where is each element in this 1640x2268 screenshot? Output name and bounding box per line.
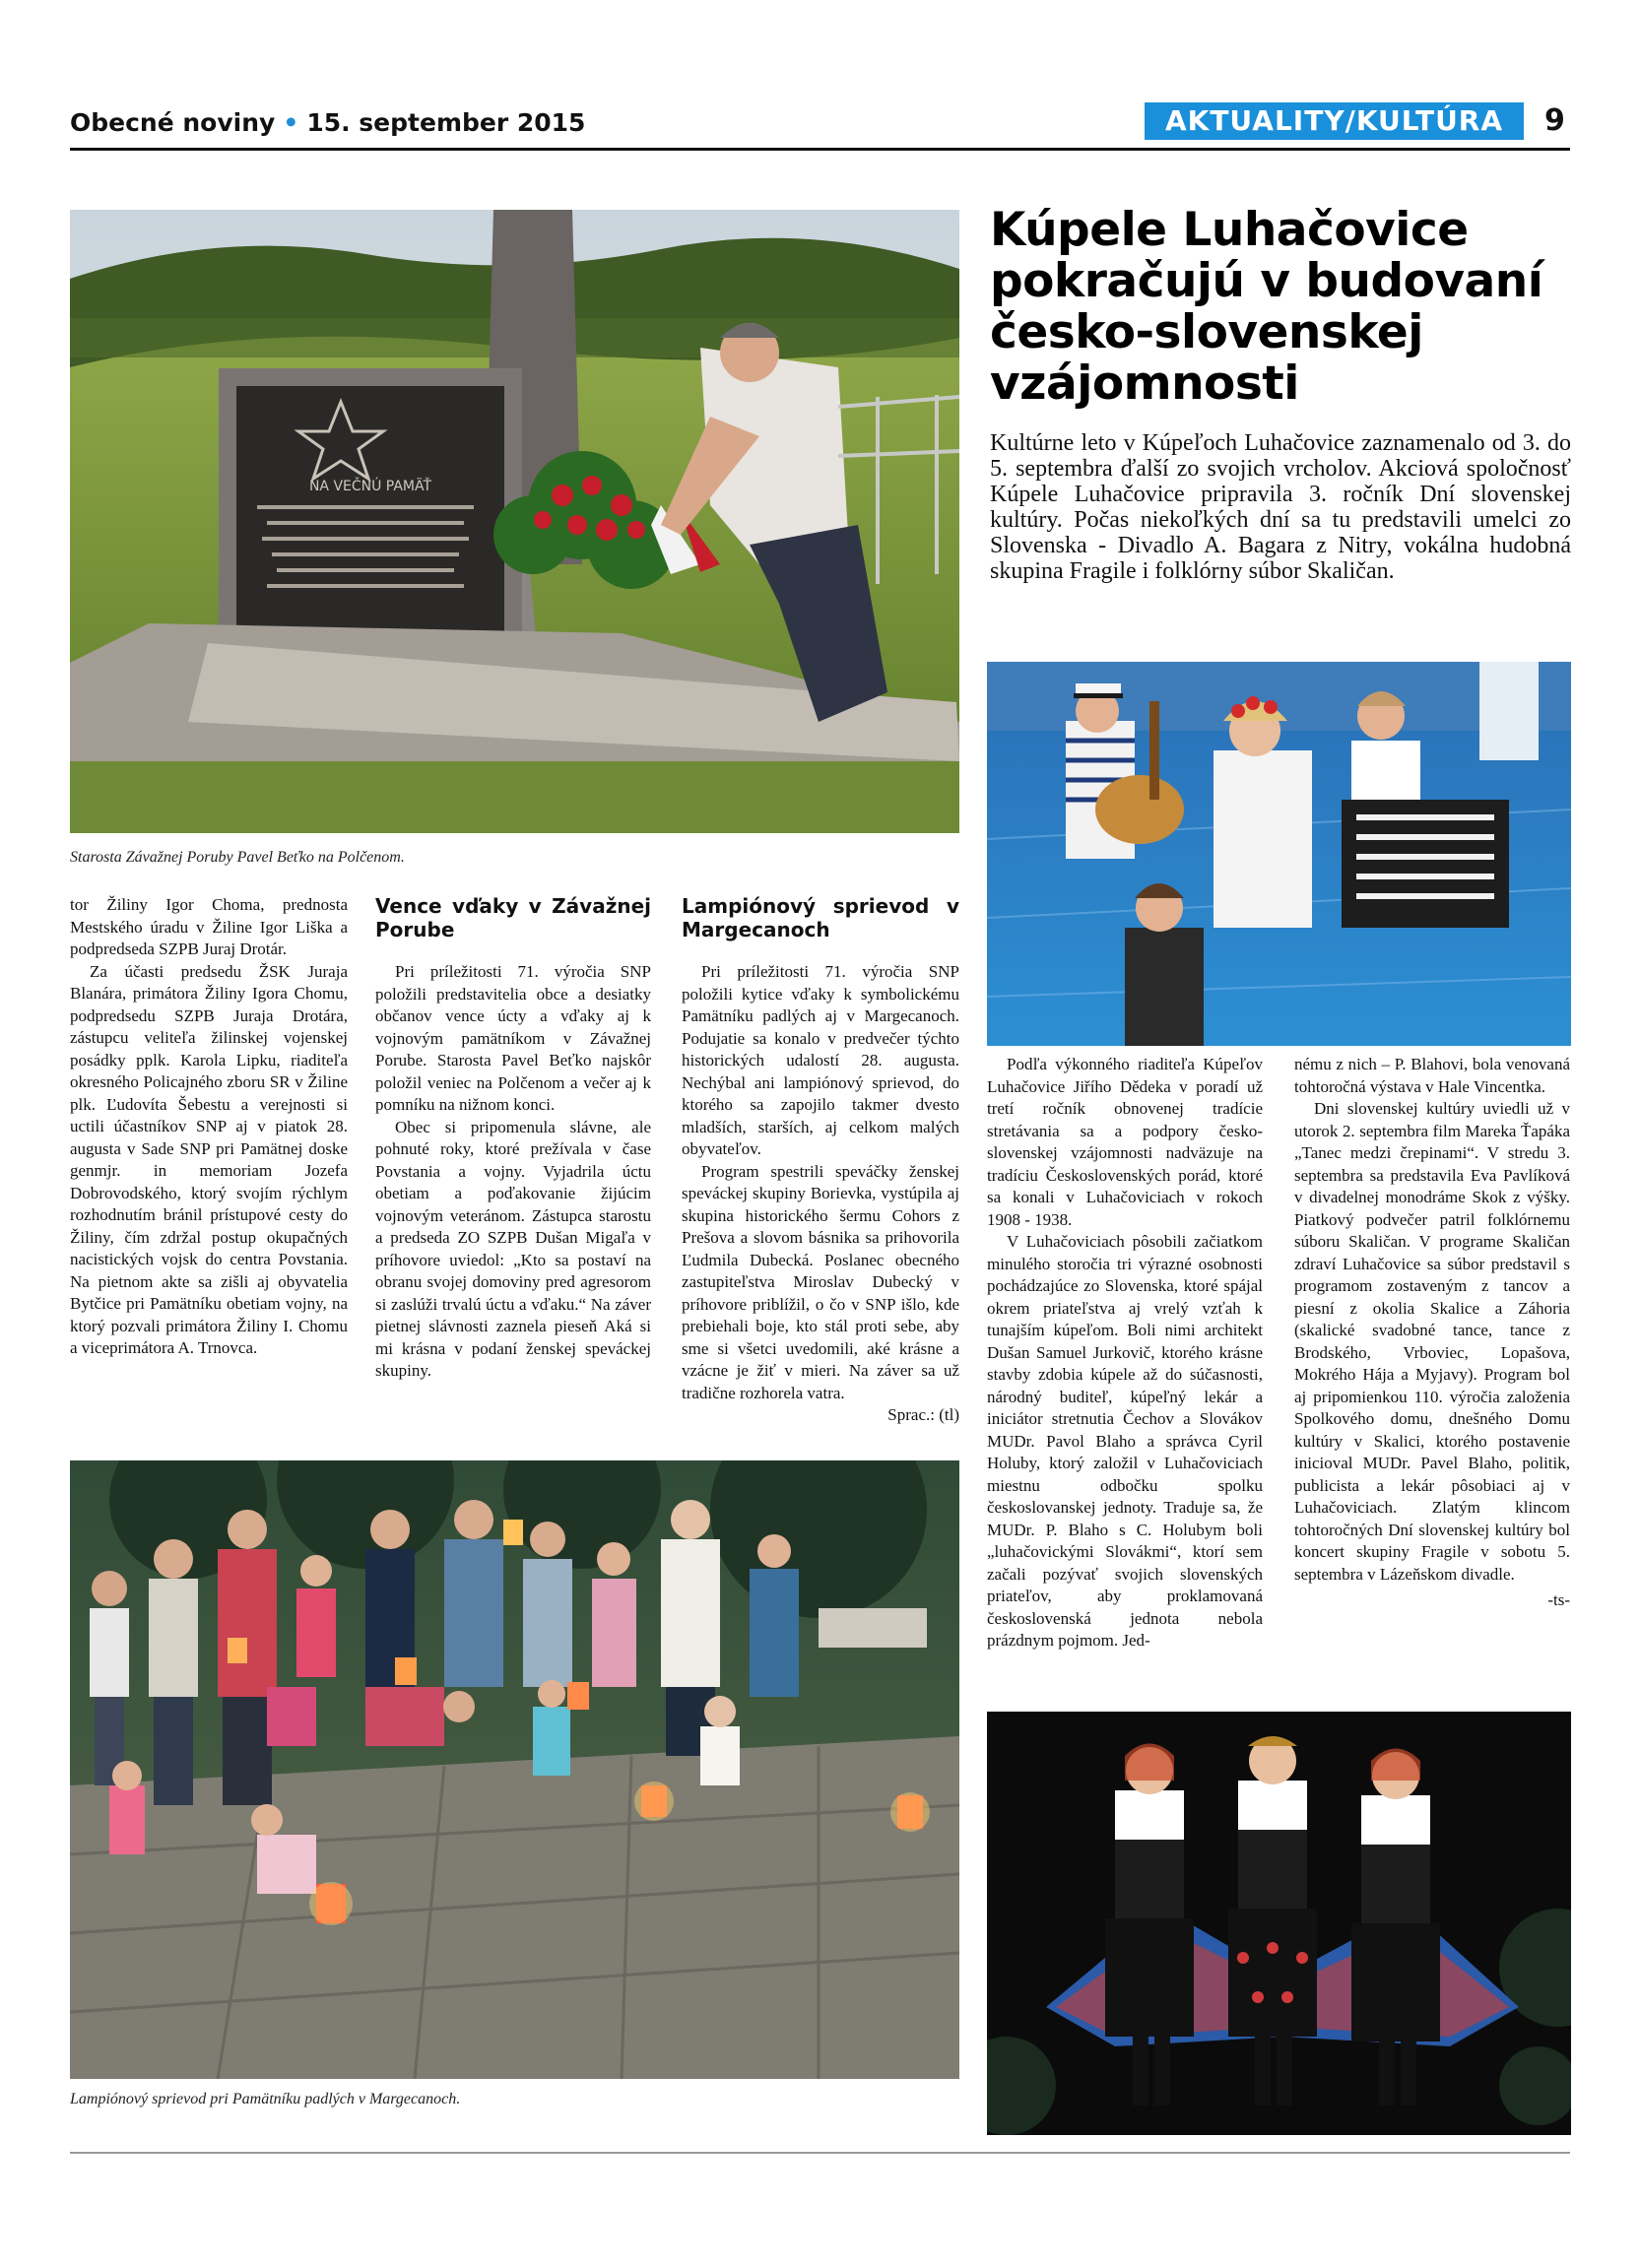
lantern-photo	[70, 1460, 959, 2079]
col1-paragraph-1: tor Žiliny Igor Choma, prednosta Mestského úradu v Žiline Igor Liška a podpredseda SZPB Juraj Drotár.	[70, 895, 348, 958]
col3-paragraph-2: Program spestrili speváčky ženskej speváckej skupiny Borievka, vystúpila aj skupina historického šermu Cohors z Prešova a slovom básnika sa prihovorila Ľudmila Dubecká. Poslanec obecného zastupiteľstva Miroslav Dubecký v príhovore priblížil, o čo v SNP išlo, kde prebiehali boje, kto stál proti sebe, aby sme si všetci uvedomili, aké krásne a vzácne je žiť v mieri. Na záver sa už tradične rozhorela vatra.	[682, 1161, 959, 1402]
article-signature: -ts-	[1547, 1590, 1570, 1609]
article-a-paragraph-2: V Luhačoviciach pôsobili začiatkom minulého storočia tri výrazné osobnosti pochádzajúce zo Slovenska, ktoré spájal okrem priateľstva aj vrelý vzťah k tunajším kúpeľom. Boli nimi architekt Dušan Samuel Jurkovič, ktorého krásne stavby zdobia kúpele až do súčasnosti, národný buditeľ, kúpeľný lekár a iniciátor stretnutia Čechov a Slovákov MUDr. Pavol Blaho a správca Cyril Holuby, ktorý založil v Luhačoviciach miestnu odbočku spolku českoslovanskej jednoty. Traduje sa, že MUDr. P. Blaho s C. Holubym boli „luhačovickými Slovákmi“, ktorí sem začali pozývať svojich slovenských priateľov, aby proklamovaná československá jednota nebola prázdnym pojmom. Jed-	[987, 1232, 1263, 1650]
column-2	[375, 894, 651, 1383]
issue-date: 15. september 2015	[306, 108, 586, 137]
article-lead: Kultúrne leto v Kúpeľoch Luhačovice zaznamenalo od 3. do 5. septembra ďalší zo svojich vrcholov. Akciová spoločnosť Kúpele Luhačovice pripravila 3. ročník Dní slovenskej kultúry. Počas niekoľkých dní sa tu predstavili umelci zo Slovenska - Divadlo A. Bagara z Nitry, vokálna hudobná skupina Fragile i folklórny súbor Skaličan.	[990, 430, 1571, 584]
singers-photo	[987, 662, 1571, 1046]
col3-signature: Sprac.: (tl)	[887, 1405, 959, 1424]
article-headline: Kúpele Luhačovice pokračujú v budovaní česko-slovenskej vzájomnosti	[990, 203, 1543, 411]
wreath-photo	[70, 210, 959, 833]
page-number: 9	[1544, 103, 1565, 138]
header-rule	[70, 148, 1570, 151]
col2-paragraph-2: Obec si pripomenula slávne, ale pohnuté roky, ktoré prežívala v čase Povstania a vojny. Vyjadrila úctu obetiam a poďakovanie žijúcim vojnovým veteránom. Zástupca starostu a predseda ZO SZPB Dušan Migaľa v príhovore uviedol: „Kto sa postaví na obranu svojej domoviny pred agresorom si zaslúži trvalú úctu a vďaku.“ Na záver pietnej slávnosti zaznela pieseň Aká si mi krásna v podaní ženskej speváckej skupiny.	[375, 1117, 651, 1380]
col1-paragraph-2: Za účasti predsedu ŽSK Juraja Blanára, primátora Žiliny Igora Chomu, podpredsedu SZPB Juraja Drotára, zástupcu veliteľa žilinskej vojenskej posádky pplk. Karola Lipku, riaditeľa okresného Policajného zboru SR v Žiline plk. Ľudovíta Šebestu a verejnosti si uctili účastníkov SNP aj v piatok 28. augusta v Sade SNP pri Pamätnej doske genmjr. in memoriam Jozefa Dobrovodského, ktorý svojím rýchlym rozhodnutím bránil prístupové cesty do Žiliny, čím zdržal postup okupačných nacistických vojsk do centra Povstania. Na pietnom akte sa zišli aj obyvatelia Bytčice pri Pamätníku obetiam vojny, na ktorý pozvali primátora Žiliny I. Chomu a viceprimátora A. Trnovca.	[70, 961, 348, 1357]
footer-rule	[70, 2152, 1570, 2154]
wreath-photo-caption: Starosta Závažnej Poruby Pavel Beťko na Polčenom.	[70, 849, 405, 866]
monument-inscription: NA VEČNÚ PAMÄŤ	[308, 479, 432, 494]
article-b-paragraph-2: Dni slovenskej kultúry uviedli už v utorok 2. septembra film Mareka Ťapáka „Tanec medzi črepinami“. V stredu 3. septembra sa predstavila Eva Pavlíková v divadelnej monodráme Skok z výšky. Piatkový podvečer patril folklórnemu súboru Skaličan. V programe Skaličan zdraví Luhačovice sa súbor predstavil s programom zostaveným z tancov a piesní z okolia Skalice a Záhoria (skalické svadobné tance, tance z Brodského, Vrboviec, Lopašova, Mokrého Hája a Myjavy). Program bol aj pripomienkou 110. výročia založenia Spolkového domu, dnešného Domu kultúry v Skalici, ktorého postavenie inicioval MUDr. Pavel Blaho, politik, publicista a lekár pôsobiaci aj v Luhačoviciach. Zlatým klincom tohtoročných Dní slovenskej kultúry bol koncert skupiny Fragile v sobotu 5. septembra v Lázeňskom divadle.	[1294, 1099, 1570, 1584]
article-column-a	[987, 1054, 1263, 1652]
masthead	[70, 108, 585, 137]
col2-paragraph-1: Pri príležitosti 71. výročia SNP položili predstavitelia obce a desiatky občanov vence úcty a vďaky aj k vojnovým pamätníkom v Závažnej Porube. Starosta Pavel Beťko najskôr položil veniec na Polčenom a večer aj k pomníku na nižnom konci.	[375, 962, 651, 1114]
article-column-b	[1294, 1054, 1570, 1612]
col3-paragraph-1: Pri príležitosti 71. výročia SNP položili kytice vďaky k symbolickému Pamätníku padlých aj v Margecanoch. Podujatie sa konalo v predvečer týchto historických udalostí 28. augusta. Nechýbal ani lampiónový sprievod, do ktorého sa zapojilo takmer dvesto mladších, starších, aj celkom malých obyvateľov.	[682, 962, 959, 1158]
separator-dot: •	[283, 108, 299, 137]
newspaper-name: Obecné noviny	[70, 108, 276, 137]
section-label: AKTUALITY/KULTÚRA	[1145, 102, 1524, 140]
article-b-paragraph-1: nému z nich – P. Blahovi, bola venovaná tohtoročná výstava v Hale Vincentka.	[1294, 1055, 1570, 1096]
lantern-photo-caption: Lampiónový sprievod pri Pamätníku padlých v Margecanoch.	[70, 2091, 461, 2107]
article-a-paragraph-1: Podľa výkonného riaditeľa Kúpeľov Luhačovice Jiřího Dědeka v poradí už tretí ročník obnovenej tradície stretávania sa a podpory česko-slovenskej vzájomnosti nadväzuje na tradíciu Československých porád, ktoré sa konali v Luhačoviciach v rokoch 1908 - 1938.	[987, 1055, 1263, 1229]
column-3	[682, 894, 959, 1427]
folk-dancers-photo	[987, 1712, 1571, 2135]
col2-headline: Vence vďaky v Závažnej Porube	[375, 894, 651, 941]
col3-headline: Lampiónový sprievod v Margecanoch	[682, 894, 959, 941]
column-1	[70, 894, 348, 1360]
